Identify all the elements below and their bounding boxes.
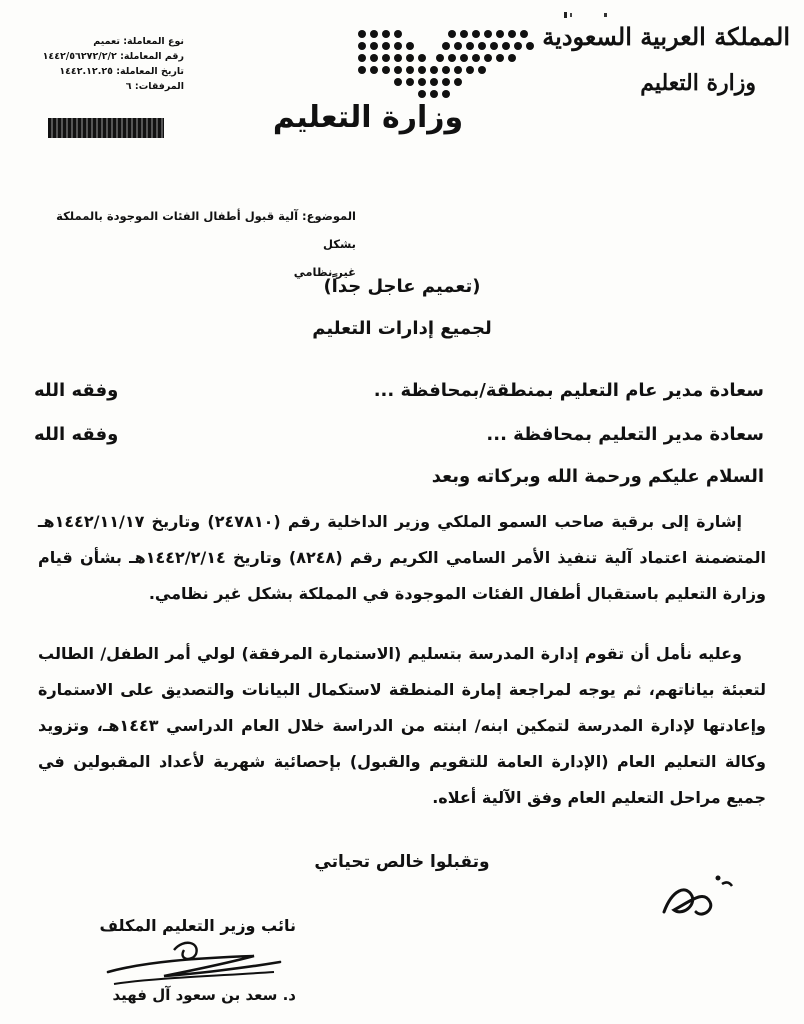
kingdom-name: المملكة العربية السعودية <box>542 22 790 51</box>
minister-signature <box>104 932 304 994</box>
meta-type: نوع المعاملة: تعميم <box>93 36 184 47</box>
body-paragraph-1: إشارة إلى برقية صاحب السمو الملكي وزير الداخلية رقم (٢٤٧٨١٠) وتاريخ ١٤٤٢/١١/١٧هـ المتضمنة اعتماد آلية تنفيذ الأمر السامي الكريم رقم (٨٢٤٨) وتاريخ ١٤٤٢/٢/١٤هـ بشأن قيام وزارة التعليم باستقبال أطفال الفئات الموجودة في المملكة بشكل غير نظامي. <box>38 512 767 603</box>
body-paragraph-2: وعليه نأمل أن تقوم إدارة المدرسة بتسليم (الاستمارة المرفقة) لولي أمر الطفل/ الطالب لتعبئة بياناتهم، ثم يوجه لمراجعة إمارة المنطقة لاستكمال البيانات والتصديق على الاستمارة وإعادتها لإدارة المدرسة لتمكين ابنه/ ابنته من الدراسة خلال العام الدراسي ١٤٤٣هـ، وتزويد وكالة التعليم العام (الإدارة العامة للتقويم والقبول) بإحصائية شهرية لأعداد المقبولين في جميع مراحل التعليم العام وفق الآلية أعلاه. <box>38 644 767 807</box>
meta-date: تاريخ المعاملة: ١٤٤٢.١٢.٢٥ <box>59 66 184 77</box>
addressee-2-text: سعادة مدير التعليم بمحافظة ... <box>486 424 764 445</box>
addressee-1 <box>34 380 764 410</box>
scan-marks <box>564 8 624 22</box>
addressee-2 <box>34 424 764 454</box>
addressee-2-blessing: وفقه الله <box>34 424 119 445</box>
urgent-title: (تعميم عاجل جداً) <box>323 276 481 297</box>
signer-title: نائب وزير التعليم المكلف <box>99 916 296 935</box>
subject-line-1: الموضوع: آلية قبول أطفال الفئات الموجودة بالمملكة بشكل <box>56 209 356 251</box>
signer-name: د. سعد بن سعود آل فهيد <box>112 986 296 1004</box>
subject-line-2: غير نظامي <box>293 265 356 279</box>
ministry-name: وزارة التعليم <box>640 70 756 96</box>
meta-number: رقم المعاملة: ١٤٤٢/٥٦٢٧٢/٢/٢ <box>42 51 184 62</box>
closing-line: وتقبلوا خالص تحياتي <box>314 852 490 872</box>
addressee-1-text: سعادة مدير عام التعليم بمنطقة/بمحافظة ... <box>373 380 764 401</box>
recipients-title: لجميع إدارات التعليم <box>312 318 492 339</box>
ministry-logo-icon <box>356 26 536 100</box>
transaction-meta <box>42 34 184 94</box>
ministry-logo-text: وزارة التعليم <box>272 100 464 135</box>
greeting: السلام عليكم ورحمة الله وبركاته وبعد <box>431 466 764 487</box>
addressee-1-blessing: وفقه الله <box>34 380 119 401</box>
meta-attachments: المرفقات: ٦ <box>125 81 184 92</box>
subject <box>46 202 356 286</box>
redacted-barcode <box>48 118 164 138</box>
initials-signature <box>652 860 742 930</box>
